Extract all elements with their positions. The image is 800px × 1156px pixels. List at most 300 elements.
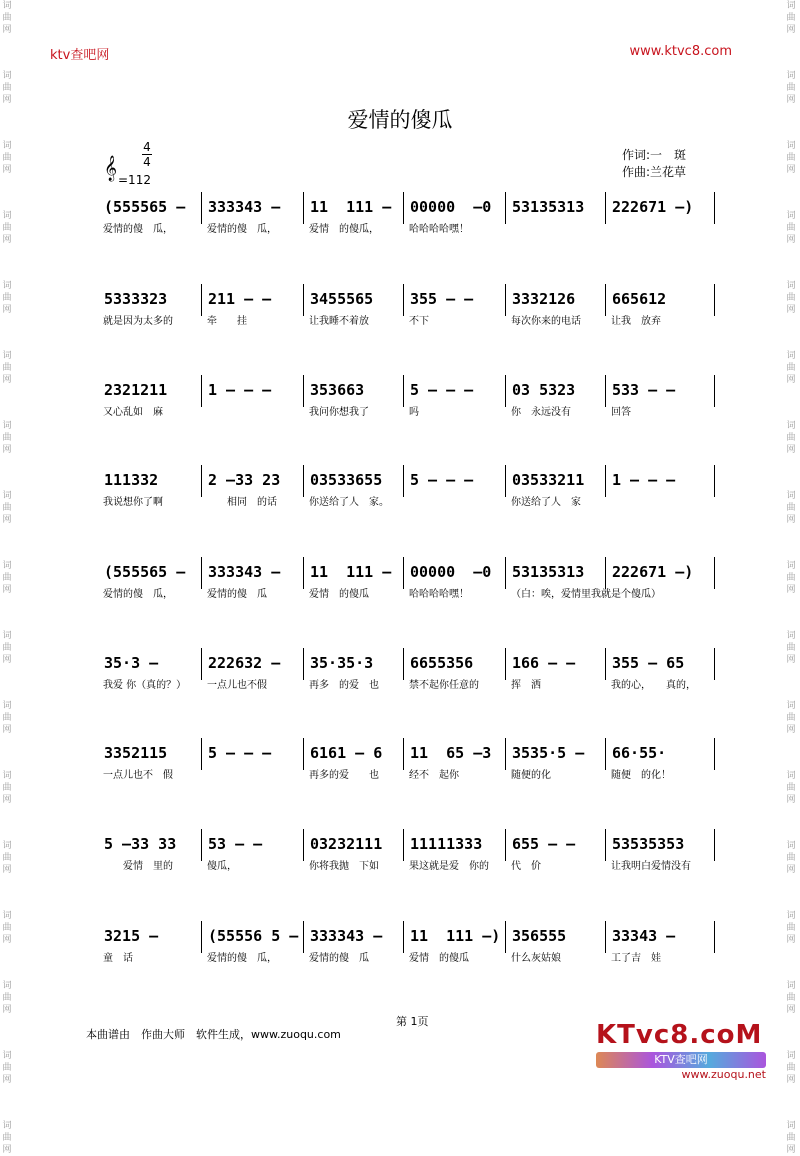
- measure: [204, 927, 304, 964]
- barline: [201, 921, 202, 953]
- measure-lyric: 回答: [611, 407, 631, 418]
- measure-lyric: 相同 的话: [207, 497, 277, 508]
- measure-notes: 3332126: [512, 290, 576, 308]
- watermark-mark: [0, 700, 14, 736]
- measure-notes: 356555: [512, 927, 567, 945]
- watermark-char: 词: [2, 631, 12, 641]
- measure: [406, 471, 506, 505]
- watermark-char: 网: [786, 655, 796, 665]
- watermark-char: 曲: [786, 643, 796, 653]
- watermark-mark: [0, 420, 14, 456]
- watermark-char: 词: [786, 491, 796, 501]
- measure-lyric: 又心乱如 麻: [103, 407, 163, 418]
- watermark-char: 曲: [2, 83, 12, 93]
- measure-lyric: 你 永远没有: [511, 407, 571, 418]
- watermark-char: 网: [786, 375, 796, 385]
- barline: [505, 557, 506, 589]
- watermark-char: 网: [2, 95, 12, 105]
- watermark-char: 曲: [2, 433, 12, 443]
- watermark-char: 曲: [2, 223, 12, 233]
- measure: [608, 927, 708, 964]
- barline: [505, 192, 506, 224]
- watermark-char: 曲: [2, 573, 12, 583]
- watermark-mark: [0, 350, 14, 386]
- watermark-mark: [784, 350, 798, 386]
- measure: [406, 654, 506, 691]
- watermark-char: 词: [2, 141, 12, 151]
- measure-notes: 333343 –: [208, 198, 281, 216]
- watermark-char: 曲: [786, 83, 796, 93]
- measure: [306, 654, 404, 691]
- measure-notes: 5 – – –: [410, 471, 474, 489]
- watermark-char: 网: [786, 445, 796, 455]
- measure-notes: 11 111 –: [310, 563, 392, 581]
- measure-notes: 53135313: [512, 563, 585, 581]
- watermark-char: 网: [2, 795, 12, 805]
- measure-lyric: 爱情的傻 瓜，: [103, 589, 173, 600]
- measure: [306, 381, 404, 418]
- measure: [100, 563, 200, 600]
- measure-lyric: 傻瓜，: [207, 861, 237, 872]
- watermark-char: 词: [786, 1051, 796, 1061]
- measure-lyric: 爱情 的傻瓜，: [309, 224, 379, 235]
- measure: [204, 381, 304, 415]
- watermark-mark: [0, 140, 14, 176]
- treble-clef-icon: 𝄞: [104, 156, 118, 181]
- measure-notes: 33343 –: [612, 927, 676, 945]
- watermark-char: 网: [786, 165, 796, 175]
- watermark-char: 词: [2, 281, 12, 291]
- barline: [605, 921, 606, 953]
- measure: [306, 290, 404, 327]
- measure-notes: 35·3 –: [104, 654, 159, 672]
- watermark-char: 词: [2, 421, 12, 431]
- watermark-char: 词: [2, 701, 12, 711]
- barline: [605, 557, 606, 589]
- measure-notes: 00000 –0: [410, 198, 492, 216]
- barline: [303, 557, 304, 589]
- barline: [505, 375, 506, 407]
- watermark-char: 曲: [786, 433, 796, 443]
- watermark-char: 词: [2, 771, 12, 781]
- watermark-char: 曲: [2, 1063, 12, 1073]
- watermark-mark: [784, 140, 798, 176]
- barline: [403, 375, 404, 407]
- barline: [505, 829, 506, 861]
- watermark-char: 曲: [2, 363, 12, 373]
- barline: [714, 375, 715, 407]
- measure: [608, 290, 708, 327]
- site-logo: [596, 1020, 766, 1090]
- measure-lyric: 哈哈哈哈嘿！: [409, 224, 469, 235]
- watermark-char: 词: [2, 351, 12, 361]
- barline: [201, 284, 202, 316]
- measure-notes: 11 111 –: [310, 198, 392, 216]
- watermark-mark: [0, 490, 14, 526]
- watermark-mark: [784, 840, 798, 876]
- barline: [714, 921, 715, 953]
- barline: [605, 375, 606, 407]
- measure-lyric: （白：唉，爱情里我就是个傻瓜）: [511, 589, 661, 600]
- barline: [201, 829, 202, 861]
- watermark-mark: [784, 700, 798, 736]
- watermark-char: 词: [786, 211, 796, 221]
- barline: [403, 921, 404, 953]
- measure-lyric: 什么灰姑娘: [511, 953, 561, 964]
- measure-notes: 355 – 65: [612, 654, 685, 672]
- song-title: 爱情的傻瓜: [347, 108, 453, 132]
- measure: [306, 563, 404, 600]
- barline: [605, 465, 606, 497]
- score-row: [100, 835, 720, 887]
- measure: [306, 744, 404, 781]
- watermark-char: 曲: [786, 853, 796, 863]
- watermark-char: 网: [2, 375, 12, 385]
- watermark-mark: [0, 910, 14, 946]
- watermark-char: 词: [786, 351, 796, 361]
- watermark-mark: [0, 980, 14, 1016]
- measure: [306, 198, 404, 235]
- watermark-mark: [0, 1120, 14, 1156]
- measure: [204, 654, 304, 691]
- measure-notes: 53135313: [512, 198, 585, 216]
- watermark-char: 词: [786, 71, 796, 81]
- measure: [204, 744, 304, 778]
- measure: [608, 744, 708, 781]
- barline: [714, 829, 715, 861]
- watermark-char: 曲: [2, 923, 12, 933]
- measure: [204, 563, 304, 600]
- watermark-char: 网: [786, 95, 796, 105]
- measure-notes: 2 –33 23: [208, 471, 281, 489]
- watermark-char: 网: [786, 1005, 796, 1015]
- watermark-char: 网: [2, 1075, 12, 1085]
- measure-notes: 353663: [310, 381, 365, 399]
- watermark-char: 曲: [2, 293, 12, 303]
- watermark-mark: [784, 70, 798, 106]
- watermark-char: 词: [2, 561, 12, 571]
- measure: [508, 835, 606, 872]
- watermark-char: 词: [2, 71, 12, 81]
- barline: [403, 465, 404, 497]
- watermark-char: 网: [786, 585, 796, 595]
- watermark-mark: [0, 0, 14, 36]
- watermark-char: 曲: [786, 503, 796, 513]
- watermark-char: 曲: [2, 853, 12, 863]
- watermark-char: 曲: [786, 993, 796, 1003]
- measure-notes: 03232111: [310, 835, 383, 853]
- measure-notes: 11111333: [410, 835, 483, 853]
- barline: [714, 284, 715, 316]
- measure-notes: 03533655: [310, 471, 383, 489]
- time-signature-bottom: 4: [143, 155, 151, 169]
- score-row: [100, 381, 720, 433]
- barline: [403, 192, 404, 224]
- watermark-char: 网: [786, 865, 796, 875]
- score-row: [100, 927, 720, 979]
- barline: [201, 375, 202, 407]
- watermark-char: 曲: [2, 713, 12, 723]
- measure: [100, 835, 200, 872]
- measure: [406, 290, 506, 327]
- watermark-char: 曲: [2, 993, 12, 1003]
- logo-url: www.zuoqu.net: [681, 1068, 766, 1081]
- watermark-char: 词: [2, 911, 12, 921]
- measure-lyric: 一点儿也不 假: [103, 770, 173, 781]
- measure: [608, 381, 708, 418]
- measure-lyric: 童 话: [103, 953, 133, 964]
- watermark-char: 曲: [786, 13, 796, 23]
- measure: [306, 471, 404, 508]
- score-row: [100, 563, 720, 615]
- measure-lyric: 每次你来的电话: [511, 316, 581, 327]
- measure-lyric: 你将我抛 下如: [309, 861, 379, 872]
- measure-lyric: 挥 洒: [511, 680, 541, 691]
- footer-credit: 本曲谱由 作曲大师 软件生成，www.zuoqu.com: [86, 1028, 341, 1041]
- barline: [505, 648, 506, 680]
- barline: [605, 829, 606, 861]
- measure: [508, 654, 606, 691]
- score-row: [100, 744, 720, 796]
- watermark-mark: [784, 0, 798, 36]
- measure-notes: 6655356: [410, 654, 474, 672]
- measure: [406, 835, 506, 872]
- measure: [100, 290, 200, 327]
- measure: [100, 744, 200, 781]
- measure-lyric: 爱情的傻 瓜，: [207, 953, 277, 964]
- watermark-char: 词: [2, 211, 12, 221]
- barline: [303, 284, 304, 316]
- watermark-char: 曲: [786, 223, 796, 233]
- watermark-char: 曲: [2, 153, 12, 163]
- watermark-char: 网: [786, 1075, 796, 1085]
- watermark-char: 网: [786, 305, 796, 315]
- watermark-char: 曲: [786, 713, 796, 723]
- measure-lyric: 一点儿也不假: [207, 680, 267, 691]
- watermark-char: 网: [786, 935, 796, 945]
- measure-lyric: 让我 放弃: [611, 316, 661, 327]
- barline: [403, 557, 404, 589]
- barline: [605, 648, 606, 680]
- measure-notes: 655 – –: [512, 835, 576, 853]
- watermark-char: 网: [2, 1145, 12, 1155]
- measure: [306, 835, 404, 872]
- measure: [608, 563, 708, 597]
- watermark-char: 网: [2, 725, 12, 735]
- measure: [204, 198, 304, 235]
- watermark-mark: [784, 770, 798, 806]
- measure-notes: 6161 – 6: [310, 744, 383, 762]
- watermark-char: 网: [2, 25, 12, 35]
- watermark-char: 网: [786, 795, 796, 805]
- measure-lyric: 哈哈哈哈嘿！: [409, 589, 469, 600]
- measure: [508, 471, 606, 508]
- barline: [303, 465, 304, 497]
- measure-notes: 53 – –: [208, 835, 263, 853]
- measure: [100, 198, 200, 235]
- watermark-char: 曲: [786, 153, 796, 163]
- watermark-char: 网: [2, 165, 12, 175]
- watermark-char: 曲: [2, 1133, 12, 1143]
- watermark-char: 词: [786, 841, 796, 851]
- watermark-char: 曲: [2, 643, 12, 653]
- watermark-char: 词: [786, 141, 796, 151]
- watermark-char: 曲: [786, 1133, 796, 1143]
- watermark-char: 词: [786, 701, 796, 711]
- barline: [303, 921, 304, 953]
- measure: [204, 290, 304, 327]
- barline: [403, 829, 404, 861]
- measure-notes: (55556 5 –: [208, 927, 299, 945]
- watermark-char: 网: [2, 515, 12, 525]
- site-url: www.ktvc8.com: [629, 44, 732, 59]
- barline: [403, 738, 404, 770]
- score-row: [100, 198, 720, 250]
- measure-notes: 333343 –: [310, 927, 383, 945]
- measure-notes: 3535·5 –: [512, 744, 585, 762]
- watermark-char: 词: [2, 1121, 12, 1131]
- watermark-mark: [0, 770, 14, 806]
- measure-notes: 1 – – –: [612, 471, 676, 489]
- barline: [201, 738, 202, 770]
- watermark-mark: [0, 1050, 14, 1086]
- measure-lyric: 让我明白爱情没有: [611, 861, 691, 872]
- credits: [622, 147, 686, 181]
- watermark-mark: [784, 560, 798, 596]
- watermark-mark: [784, 280, 798, 316]
- measure-lyric: 我说想你了啊: [103, 497, 163, 508]
- composer-credit: 作曲:兰花草: [622, 165, 687, 179]
- measure-lyric: 爱情的傻 瓜: [309, 953, 369, 964]
- watermark-mark: [784, 420, 798, 456]
- measure: [100, 471, 200, 508]
- measure-lyric: 爱情的傻 瓜，: [103, 224, 173, 235]
- measure-notes: 222632 –: [208, 654, 281, 672]
- measure-notes: 211 – –: [208, 290, 272, 308]
- watermark-mark: [0, 560, 14, 596]
- page-number: 第 1页: [396, 1015, 429, 1028]
- barline: [403, 648, 404, 680]
- measure-lyric: 你送给了人 家: [511, 497, 581, 508]
- watermark-char: 词: [786, 561, 796, 571]
- barline: [714, 465, 715, 497]
- measure-notes: 5 – – –: [208, 744, 272, 762]
- measure-notes: 355 – –: [410, 290, 474, 308]
- watermark-char: 词: [786, 421, 796, 431]
- watermark-char: 网: [786, 515, 796, 525]
- watermark-char: 曲: [2, 503, 12, 513]
- watermark-char: 网: [2, 445, 12, 455]
- barline: [303, 192, 304, 224]
- measure: [100, 654, 200, 691]
- measure-lyric: 我爱 你（真的？）: [103, 680, 187, 691]
- watermark-char: 曲: [786, 573, 796, 583]
- measure: [406, 381, 506, 418]
- measure: [100, 927, 200, 964]
- time-signature: [142, 140, 152, 169]
- measure-notes: 222671 –): [612, 563, 694, 581]
- measure-notes: 2321211: [104, 381, 168, 399]
- measure-notes: 35·35·3: [310, 654, 374, 672]
- barline: [605, 738, 606, 770]
- watermark-char: 网: [2, 585, 12, 595]
- measure-lyric: 让我睡不着放: [309, 316, 369, 327]
- barline: [303, 648, 304, 680]
- watermark-char: 网: [786, 1145, 796, 1155]
- measure: [608, 471, 708, 505]
- measure-notes: 3455565: [310, 290, 374, 308]
- measure: [406, 927, 506, 964]
- measure: [508, 927, 606, 964]
- measure-notes: 11 111 –): [410, 927, 501, 945]
- measure-notes: 53535353: [612, 835, 685, 853]
- watermark-char: 曲: [786, 1063, 796, 1073]
- score-row: [100, 654, 720, 706]
- watermark-char: 网: [786, 725, 796, 735]
- watermark-char: 词: [786, 1121, 796, 1131]
- watermark-char: 词: [786, 771, 796, 781]
- watermark-char: 曲: [786, 293, 796, 303]
- watermark-char: 词: [2, 1051, 12, 1061]
- measure-notes: 11 65 –3: [410, 744, 492, 762]
- measure-lyric: 爱情的傻 瓜，: [207, 224, 277, 235]
- watermark-char: 词: [2, 491, 12, 501]
- measure: [508, 198, 606, 232]
- watermark-char: 词: [786, 911, 796, 921]
- measure-lyric: 不下: [409, 316, 429, 327]
- measure: [608, 198, 708, 232]
- measure-lyric: 果这就是爱 你的: [409, 861, 489, 872]
- measure-lyric: 禁不起你任意的: [409, 680, 479, 691]
- watermark-mark: [784, 490, 798, 526]
- barline: [505, 738, 506, 770]
- measure: [100, 381, 200, 418]
- watermark-mark: [784, 910, 798, 946]
- measure-lyric: 随便 的化！: [611, 770, 671, 781]
- measure-lyric: 我问你想我了: [309, 407, 369, 418]
- barline: [201, 192, 202, 224]
- watermark-mark: [0, 210, 14, 246]
- measure-lyric: 我的心， 真的，: [611, 680, 696, 691]
- watermark-char: 网: [786, 25, 796, 35]
- watermark-mark: [0, 70, 14, 106]
- right-watermark-column: [784, 0, 798, 1155]
- left-watermark-column: [0, 0, 14, 1155]
- score-row: [100, 471, 720, 523]
- barline: [201, 648, 202, 680]
- barline: [605, 192, 606, 224]
- watermark-char: 词: [786, 631, 796, 641]
- measure: [608, 654, 708, 691]
- watermark-mark: [784, 1050, 798, 1086]
- barline: [303, 829, 304, 861]
- tempo-marking: =112: [118, 173, 151, 187]
- measure-lyric: 爱情的傻 瓜: [207, 589, 267, 600]
- measure: [508, 744, 606, 781]
- measure-lyric: 再多 的爱 也: [309, 680, 379, 691]
- watermark-char: 曲: [2, 783, 12, 793]
- barline: [505, 465, 506, 497]
- barline: [505, 284, 506, 316]
- time-signature-top: 4: [143, 140, 151, 154]
- barline: [605, 284, 606, 316]
- logo-strip: KTV查吧网: [596, 1052, 766, 1068]
- watermark-char: 网: [2, 865, 12, 875]
- watermark-mark: [0, 840, 14, 876]
- logo-text: KTvc8.coM: [596, 1020, 763, 1050]
- barline: [714, 738, 715, 770]
- watermark-char: 网: [786, 235, 796, 245]
